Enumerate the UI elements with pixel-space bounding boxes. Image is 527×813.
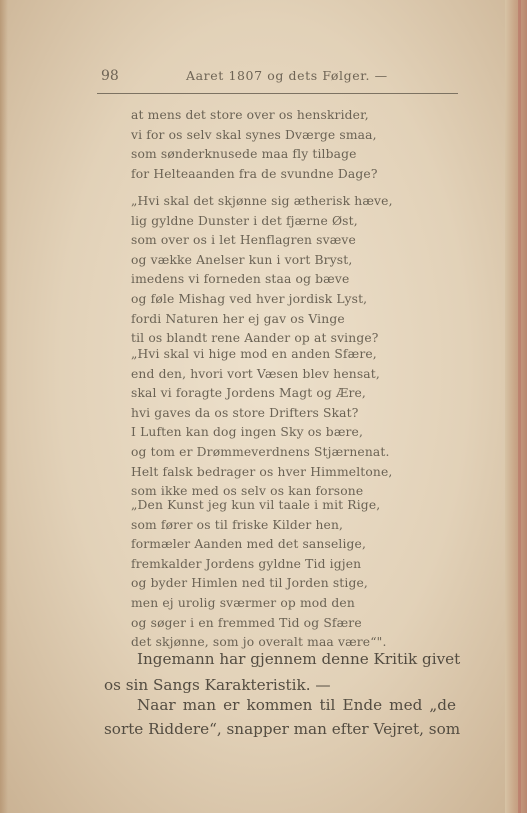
verse-line: imedens vi forneden staa og bæve — [131, 272, 350, 287]
verse-line: lig gyldne Dunster i det fjærne Øst, — [131, 213, 358, 228]
verse-line: til os blandt rene Aander op at svinge? — [131, 331, 379, 346]
page-header — [0, 66, 527, 88]
verse-line: for Helteaanden fra de svundne Dage? — [131, 166, 378, 181]
verse-line: formæler Aanden med det sanselige, — [131, 537, 367, 552]
verse-line: end den, hvori vort Væsen blev hensat, — [131, 366, 380, 381]
verse-line: vi for os selv skal synes Dværge smaa, — [131, 127, 377, 142]
verse-line: fremkalder Jordens gyldne Tid igjen — [131, 556, 362, 571]
verse-line: og tom er Drømmeverdnens Stjærnenat. — [131, 444, 390, 459]
verse-line: „Den Kunst jeg kun vil taale i mit Rige, — [131, 498, 381, 512]
poem-stanza — [131, 192, 393, 349]
page-number: 98 — [101, 68, 119, 84]
verse-line: og søger i en fremmed Tid og Sfære — [131, 615, 362, 630]
verse-line: fordi Naturen her ej gav os Vinge — [131, 311, 345, 326]
poem-stanza — [131, 496, 387, 653]
verse-line: og føle Mishag ved hver jordisk Lyst, — [131, 291, 368, 306]
verse-line: at mens det store over os henskrider, — [131, 108, 369, 122]
verse-line: som sønderknusede maa fly tilbage — [131, 147, 357, 162]
prose-line: Ingemann har gjennem denne Kritik givet — [137, 650, 461, 668]
verse-line: og vække Anelser kun i vort Bryst, — [131, 252, 353, 267]
running-head: Aaret 1807 og dets Følger. — — [186, 68, 388, 83]
verse-line: skal vi foragte Jordens Magt og Ære, — [131, 386, 366, 401]
verse-line: som fører os til friske Kilder hen, — [131, 517, 344, 532]
prose-line: sorte Riddere“, snapper man efter Vejret, som — [104, 720, 461, 738]
verse-line: „Hvi skal det skjønne sig ætherisk hæve, — [131, 194, 393, 208]
verse-line: men ej urolig sværmer op mod den — [131, 595, 355, 610]
prose-line: os sin Sangs Karakteristik. — — [104, 676, 331, 694]
verse-line: det skjønne, som jo overalt maa være“". — [131, 635, 387, 650]
page-gutter-shadow — [0, 0, 8, 813]
verse-line: som ikke med os selv os kan forsone — [131, 484, 364, 499]
verse-line: Helt falsk bedrager os hver Himmeltone, — [131, 464, 393, 479]
book-spine-edge — [505, 0, 527, 813]
verse-line: som over os i let Henflagren svæve — [131, 233, 356, 248]
verse-line: I Luften kan dog ingen Sky os bære, — [131, 425, 364, 440]
verse-line: hvi gaves da os store Drifters Skat? — [131, 405, 359, 420]
header-rule — [97, 93, 458, 94]
verse-line: „Hvi skal vi hige mod en anden Sfære, — [131, 347, 377, 361]
poem-stanza — [131, 106, 378, 184]
spine-stripe — [518, 0, 521, 813]
verse-line: og byder Himlen ned til Jorden stige, — [131, 576, 368, 591]
poem-stanza — [131, 345, 392, 502]
prose-line: Naar man er kommen til Ende med „de — [137, 696, 456, 714]
